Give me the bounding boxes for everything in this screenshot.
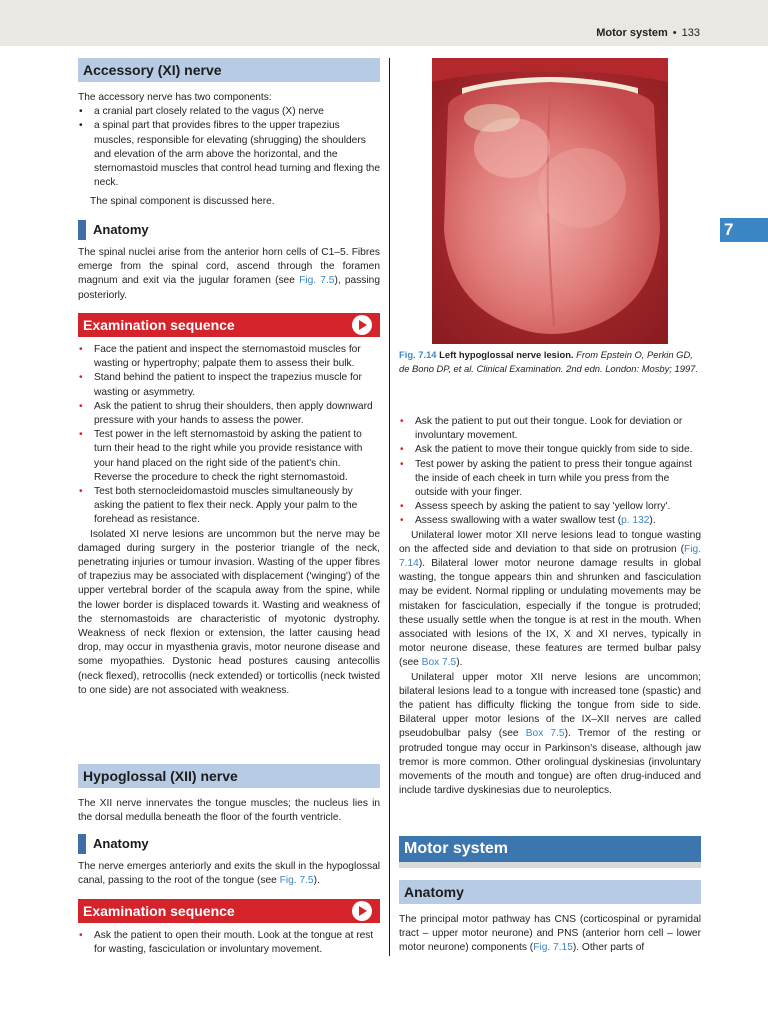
running-head-separator: • xyxy=(672,27,677,39)
examination-sequence-label: Examination sequence xyxy=(83,903,235,919)
para1-text-c: ). xyxy=(456,657,463,669)
anatomy-hypoglossal-text-a: The nerve emerges anteriorly and exits the skull in the hypoglossal canal, passing to the root of the tongue (see xyxy=(78,861,380,887)
anatomy-heading-motor: Anatomy xyxy=(399,880,701,904)
anatomy-heading-accessory: Anatomy xyxy=(78,220,149,240)
exam-hypoglossal-list xyxy=(78,929,380,957)
page-header-band xyxy=(0,0,768,46)
anatomy-hypoglossal-text xyxy=(78,860,380,888)
figure-source: From Epstein O, Perkin GD, de Bono DP, et al. Clinical Examination. 2nd edn. London: Mosby; 1997. xyxy=(399,349,698,374)
p-132-link[interactable]: p. 132 xyxy=(621,515,650,527)
para2-text-a: Unilateral upper motor XII nerve lesions are uncommon; bilateral lesions lead to a tongue with increased tone (spastic) and the patient has difficulty flicking the tongue from side to side. Bilateral upper motor lesions of the IX–XII nerves are called pseudobulbar palsy (see xyxy=(399,671,701,740)
list-item: • Ask the patient to open their mouth. Look at the tongue at rest for wasting, fasciculation or involuntary movement. xyxy=(78,929,380,957)
exam-hypoglossal-list-continued xyxy=(399,415,701,529)
para1-text-b: ). Bilateral lower motor neurone damage results in global wasting, the tongue appears thin and shrunken and fasciculation may be evident. Normal rippling or undulating movements may be mistaken for fasciculation, especially if the tongue is protruded; these usually settle when the tongue is at rest in the mouth. When associated with lesions of the IX, X and XI nerves, typically in motor neurone disease, these features are termed bulbar palsy (see xyxy=(399,558,701,669)
list-item: • Test power in the left sternomastoid by asking the patient to turn their head to the right while you provide resistance with your hand placed on the right side of the patient's chin. Reverse the procedure to check the right sternomastoid. xyxy=(78,428,380,485)
para1-text-a: Unilateral lower motor XII nerve lesions lead to tongue wasting on the affected side and deviation to that side on protrusion ( xyxy=(399,529,701,555)
examination-sequence-heading-hypoglossal xyxy=(78,899,380,923)
page-number: 133 xyxy=(681,27,700,39)
list-item: • Face the patient and inspect the sternomastoid muscles for wasting or hypertrophy; palpate them to assess their bulk. xyxy=(78,343,380,371)
anatomy-heading-hypoglossal: Anatomy xyxy=(78,834,149,854)
exam-hypoglossal-continued xyxy=(399,415,701,798)
figure-caption xyxy=(399,348,701,375)
accessory-nerve-heading: Accessory (XI) nerve xyxy=(78,58,380,82)
motor-system-heading: Motor system xyxy=(399,836,701,862)
anatomy-accessory-text xyxy=(78,246,380,303)
anatomy-hypoglossal-text-b: ). xyxy=(313,875,320,887)
chapter-tab[interactable]: 7 xyxy=(720,218,768,242)
figure-label: Fig. 7.14 xyxy=(399,349,437,360)
exam-hypoglossal-block xyxy=(78,929,380,957)
figure-title: Left hypoglossal nerve lesion. xyxy=(439,349,574,360)
hypoglossal-intro: The XII nerve innervates the tongue muscles; the nucleus lies in the dorsal medulla beneath the floor of the fourth ventricle. xyxy=(78,798,380,824)
list-item: • Stand behind the patient to inspect the trapezius muscle for wasting or asymmetry. xyxy=(78,371,380,399)
list-item: • Test power by asking the patient to press their tongue against the inside of each cheek in turn while you press from the outside with your finger. xyxy=(399,458,701,501)
list-item: • Ask the patient to move their tongue quickly from side to side. xyxy=(399,443,701,457)
para2-text-b: ). Tremor of the resting or protruded tongue may occur in Parkinson's disease, although jaw tremor is more common. Other orolingual dyskinesias (involuntary movements of the mouth and tongue) are often drug-induced and include tardive dyskinesias due to neuroleptics. xyxy=(399,728,701,797)
box-7-5-link[interactable]: Box 7.5 xyxy=(525,728,565,740)
swallow-text-a: Assess swallowing with a water swallow test ( xyxy=(415,515,622,527)
list-item: • a cranial part closely related to the vagus (X) nerve xyxy=(78,105,380,119)
list-item: • Assess speech by asking the patient to say 'yellow lorry'. xyxy=(399,500,701,514)
examination-sequence-label: Examination sequence xyxy=(83,317,235,333)
running-head xyxy=(596,27,700,39)
anatomy-accessory-text-a: The spinal nuclei arise from the anterior horn cells of C1–5. Fibres emerge from the spinal cord, ascend through the foramen magnum and exit via the jugular foramen (see xyxy=(78,247,380,287)
accessory-components-list xyxy=(78,105,380,190)
exam-accessory-list xyxy=(78,343,380,528)
accessory-intro: The accessory nerve has two components: xyxy=(78,92,272,103)
list-item: • a spinal part that provides fibres to the upper trapezius muscles, responsible for elevating (shrugging) the shoulders and elevation of the arm above the horizontal, and the sternomastoid muscles that control head turning and flexing the neck. xyxy=(78,119,380,190)
fig-7-5-link[interactable]: Fig. 7.5 xyxy=(299,275,335,287)
box-7-5-link[interactable]: Box 7.5 xyxy=(421,657,457,669)
motor-text-b: ). Other parts of xyxy=(572,942,645,954)
tongue-photograph xyxy=(432,58,668,344)
accessory-intro-block xyxy=(78,91,380,210)
list-item: • Ask the patient to put out their tongue. Look for deviation or involuntary movement. xyxy=(399,415,701,443)
list-item: • Test both sternocleidomastoid muscles simultaneously by asking the patient to flex their neck. Apply your palm to the forehead as resistance. xyxy=(78,485,380,528)
list-item: • Ask the patient to shrug their shoulders, then apply downward pressure with your hands to assess the power. xyxy=(78,400,380,428)
running-head-section: Motor system xyxy=(596,27,668,39)
motor-text-a: The principal motor pathway has CNS (corticospinal or pyramidal tract – upper motor neurone) and PNS (anterior horn cell – lower motor neurone) components ( xyxy=(399,914,701,954)
fig-7-14-link[interactable]: Fig. 7.14 xyxy=(399,543,701,570)
lmn-lesion-paragraph xyxy=(399,529,701,671)
motor-system-heading-rule xyxy=(399,862,701,868)
column-divider xyxy=(389,58,390,956)
play-video-icon[interactable] xyxy=(352,315,372,335)
accessory-lesions-paragraph: Isolated XI nerve lesions are uncommon but the nerve may be damaged during surgery in the posterior triangle of the neck, penetrating injuries or tumour invasion. Wasting of the upper fibres of trapezius may be associated with displacement ('winging') of the upper vertebral border of the scapula away from the spine, while the lower border is displaced towards it. Wasting and weakness of the sternomastoids are characteristic of myotonic dystrophy. Weakness of neck flexion or extension, the latter causing head drop, may occur in myasthenia gravis, motor neurone disease and some myopathies. Dystonic head postures causing antecollis (neck flexed), retrocollis (neck extended) or torticollis (neck twisted to one side) are not associated with weakness. xyxy=(78,528,380,696)
fig-7-5-link[interactable]: Fig. 7.5 xyxy=(279,875,314,887)
anatomy-accessory-text-b: ), passing posteriorly. xyxy=(78,275,380,301)
fig-7-15-link[interactable]: Fig. 7.15 xyxy=(533,942,573,954)
list-item xyxy=(399,514,701,528)
hypoglossal-nerve-heading: Hypoglossal (XII) nerve xyxy=(78,764,380,788)
accessory-note: The spinal component is discussed here. xyxy=(90,196,275,208)
examination-sequence-heading-accessory xyxy=(78,313,380,337)
exam-accessory-block xyxy=(78,343,380,698)
umn-lesion-paragraph xyxy=(399,671,701,799)
play-video-icon[interactable] xyxy=(352,901,372,921)
motor-anatomy-text xyxy=(399,913,701,956)
tongue-illustration xyxy=(432,58,668,344)
swallow-text-b: ). xyxy=(649,515,656,527)
